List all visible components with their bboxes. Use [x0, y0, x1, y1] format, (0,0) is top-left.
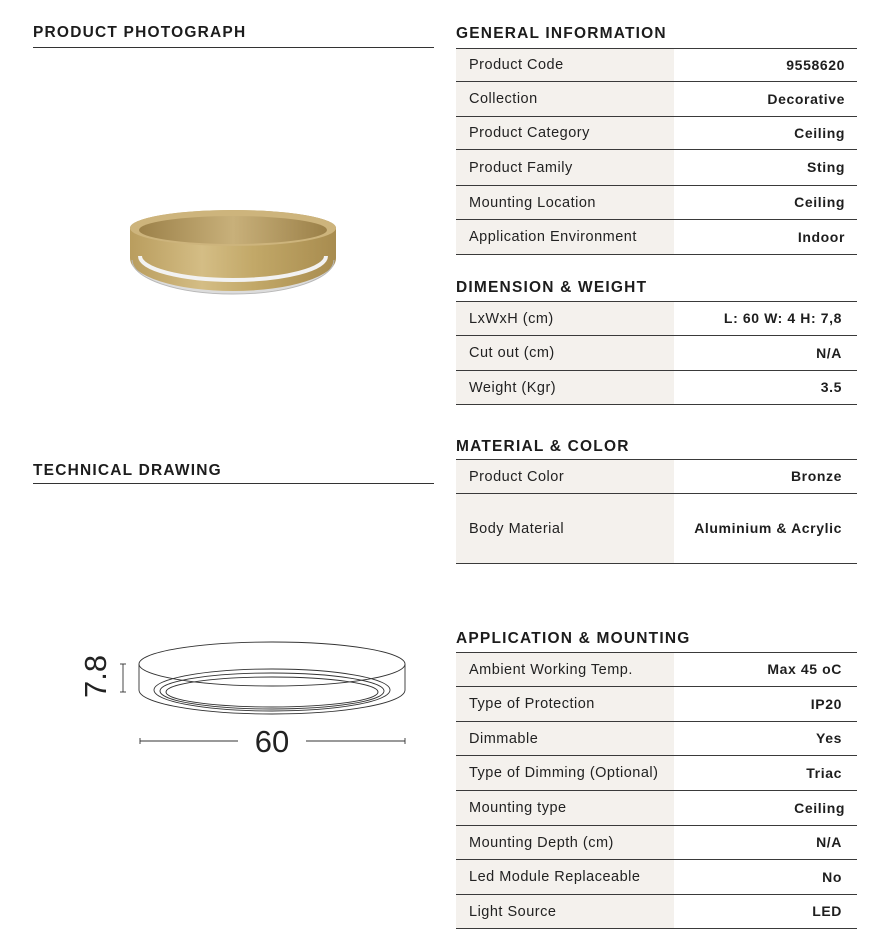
photo-title-rule — [33, 47, 434, 48]
row-value: Ceiling — [794, 194, 845, 210]
product-photograph-title: PRODUCT PHOTOGRAPH — [33, 24, 247, 41]
table-row — [456, 82, 857, 117]
row-label: Product Category — [456, 117, 674, 149]
row-label: Mounting Depth (cm) — [456, 826, 674, 859]
table-row — [456, 494, 857, 564]
row-label: Weight (Kgr) — [456, 371, 674, 404]
table-row — [456, 895, 857, 929]
row-value: LED — [812, 903, 842, 919]
row-label: Light Source — [456, 895, 674, 928]
dimension-weight-title: DIMENSION & WEIGHT — [456, 279, 648, 296]
table-row — [456, 371, 857, 405]
row-label: Body Material — [456, 494, 674, 563]
table-row — [456, 722, 857, 756]
row-label: Mounting Location — [456, 186, 674, 219]
table-row — [456, 150, 857, 186]
row-value: N/A — [816, 834, 842, 850]
product-photo — [118, 196, 348, 306]
row-value: Bronze — [790, 468, 842, 484]
technical-drawing — [70, 630, 415, 770]
row-value: Max 45 oC — [767, 661, 842, 677]
row-value: Triac — [806, 764, 842, 781]
technical-drawing-title: TECHNICAL DRAWING — [33, 462, 222, 479]
row-value: Indoor — [797, 228, 845, 245]
row-label: Cut out (cm) — [456, 336, 674, 370]
row-value: 3.5 — [820, 379, 842, 395]
table-row — [456, 653, 857, 687]
width-dimension-label: 60 — [254, 724, 290, 759]
table-row — [456, 117, 857, 150]
row-label: Type of Protection — [456, 687, 674, 721]
height-dimension-label: 7.8 — [78, 654, 113, 698]
row-label: Product Family — [456, 150, 674, 185]
row-value: No — [822, 868, 842, 885]
row-label: Product Color — [456, 460, 674, 493]
row-label: Led Module Replaceable — [456, 860, 674, 894]
row-label: Application Environment — [456, 220, 674, 254]
row-value: IP20 — [810, 695, 842, 712]
table-row — [456, 336, 857, 371]
row-label: Type of Dimming (Optional) — [456, 756, 674, 790]
material-color-title: MATERIAL & COLOR — [456, 438, 630, 455]
row-value: Decorative — [767, 90, 845, 107]
table-row — [456, 186, 857, 220]
row-value: Ceiling — [794, 799, 845, 816]
row-value: Ceiling — [794, 124, 845, 141]
row-label: Ambient Working Temp. — [456, 653, 674, 686]
row-value: Sting — [807, 159, 845, 175]
table-row — [456, 860, 857, 895]
application-mounting-title: APPLICATION & MOUNTING — [456, 630, 691, 647]
table-row — [456, 49, 857, 82]
table-row — [456, 220, 857, 255]
row-label: Dimmable — [456, 722, 674, 755]
table-row — [456, 460, 857, 494]
table-row — [456, 756, 857, 791]
table-row — [456, 687, 857, 722]
row-value: Yes — [816, 730, 842, 746]
general-info-title: GENERAL INFORMATION — [456, 25, 667, 42]
row-value: N/A — [816, 344, 842, 361]
row-label: Product Code — [456, 49, 674, 81]
table-row — [456, 791, 857, 826]
row-label: Mounting type — [456, 791, 674, 825]
row-value: Aluminium & Acrylic — [694, 520, 842, 536]
row-label: Collection — [456, 82, 674, 116]
row-label: LxWxH (cm) — [456, 302, 674, 335]
table-row — [456, 302, 857, 336]
table-row — [456, 826, 857, 860]
drawing-title-rule — [33, 483, 434, 484]
row-value: 9558620 — [786, 56, 845, 73]
row-value: L: 60 W: 4 H: 7,8 — [723, 310, 842, 326]
